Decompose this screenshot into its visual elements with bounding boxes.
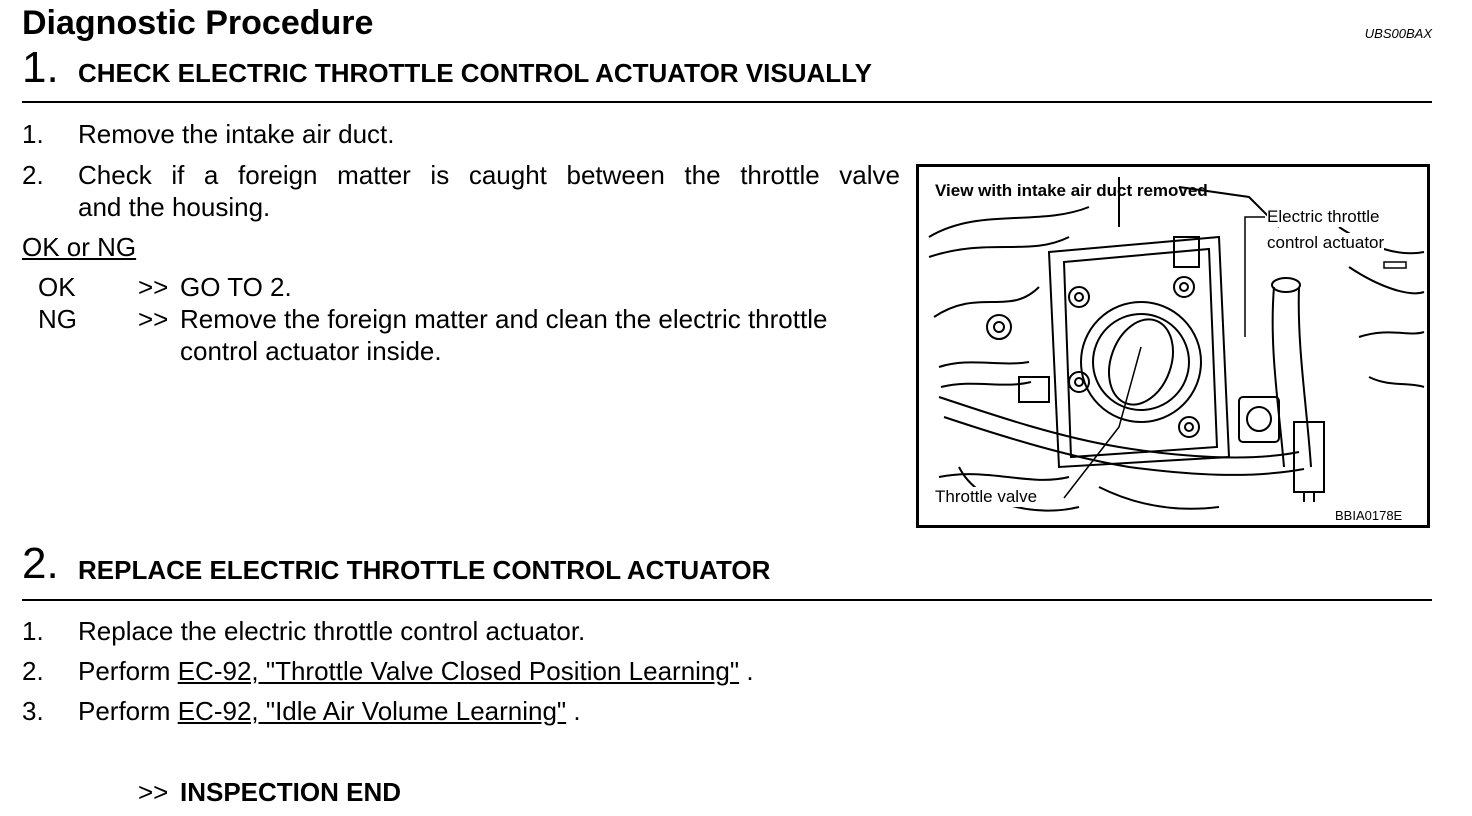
result-ok-code: OK	[38, 272, 76, 302]
throttle-valve-label: Throttle valve	[935, 487, 1038, 506]
step-2-item-2-prefix: Perform	[78, 656, 171, 686]
step-1-item-2-text-line2: and the housing.	[78, 192, 271, 222]
step-2-item-3-row	[78, 696, 581, 727]
end-arrow: >>	[138, 777, 169, 807]
result-ok-arrow: >>	[138, 272, 169, 302]
step-2-item-3-prefix: Perform	[78, 696, 171, 726]
result-ng-code: NG	[38, 304, 77, 334]
throttle-valve-learning-link[interactable]: EC-92, "Throttle Valve Closed Position Learning"	[177, 656, 740, 686]
document-id: UBS00BAX	[1364, 26, 1432, 41]
result-ng-text-line2: control actuator inside.	[180, 336, 442, 366]
step-2-divider	[22, 599, 1432, 601]
step-2-item-1-text: Replace the electric throttle control actuator.	[78, 616, 586, 646]
step-2-item-1-number: 1.	[22, 616, 44, 646]
step-1-item-1-text: Remove the intake air duct.	[78, 119, 395, 149]
step-2-number: 2.	[22, 539, 59, 588]
figure-code: BBIA0178E	[1335, 508, 1403, 523]
step-1-number: 1.	[22, 43, 59, 92]
electric-throttle-label-line1: Electric throttle	[1267, 207, 1380, 226]
step-2-item-3-suffix: .	[573, 696, 581, 726]
result-ok-text: GO TO 2.	[180, 272, 292, 302]
step-1-item-1-number: 1.	[22, 119, 44, 149]
result-ng-text-line1: Remove the foreign matter and clean the electric throttle	[180, 304, 828, 334]
idle-air-volume-learning-link[interactable]: EC-92, "Idle Air Volume Learning"	[177, 696, 567, 726]
result-ng-arrow: >>	[138, 304, 169, 334]
step-1-item-2-text-line1: Check if a foreign matter is caught between the throttle valve	[78, 160, 900, 190]
electric-throttle-label-line2: control actuator	[1267, 233, 1385, 252]
step-1-title: CHECK ELECTRIC THROTTLE CONTROL ACTUATOR VISUALLY	[78, 58, 872, 88]
step-2-item-2-row	[78, 656, 754, 687]
page-title: Diagnostic Procedure	[22, 4, 374, 42]
step-2-title: REPLACE ELECTRIC THROTTLE CONTROL ACTUATOR	[78, 555, 771, 585]
throttle-body-figure	[916, 164, 1430, 528]
step-2-item-2-suffix: .	[746, 656, 754, 686]
step-1-divider	[22, 101, 1432, 103]
step-1-item-2-number: 2.	[22, 160, 44, 190]
step-2-item-2-number: 2.	[22, 656, 44, 686]
ok-or-ng-heading: OK or NG	[22, 232, 137, 262]
figure-caption: View with intake air duct removed	[935, 181, 1208, 200]
step-2-item-3-number: 3.	[22, 696, 44, 726]
inspection-end-label: INSPECTION END	[180, 777, 402, 807]
